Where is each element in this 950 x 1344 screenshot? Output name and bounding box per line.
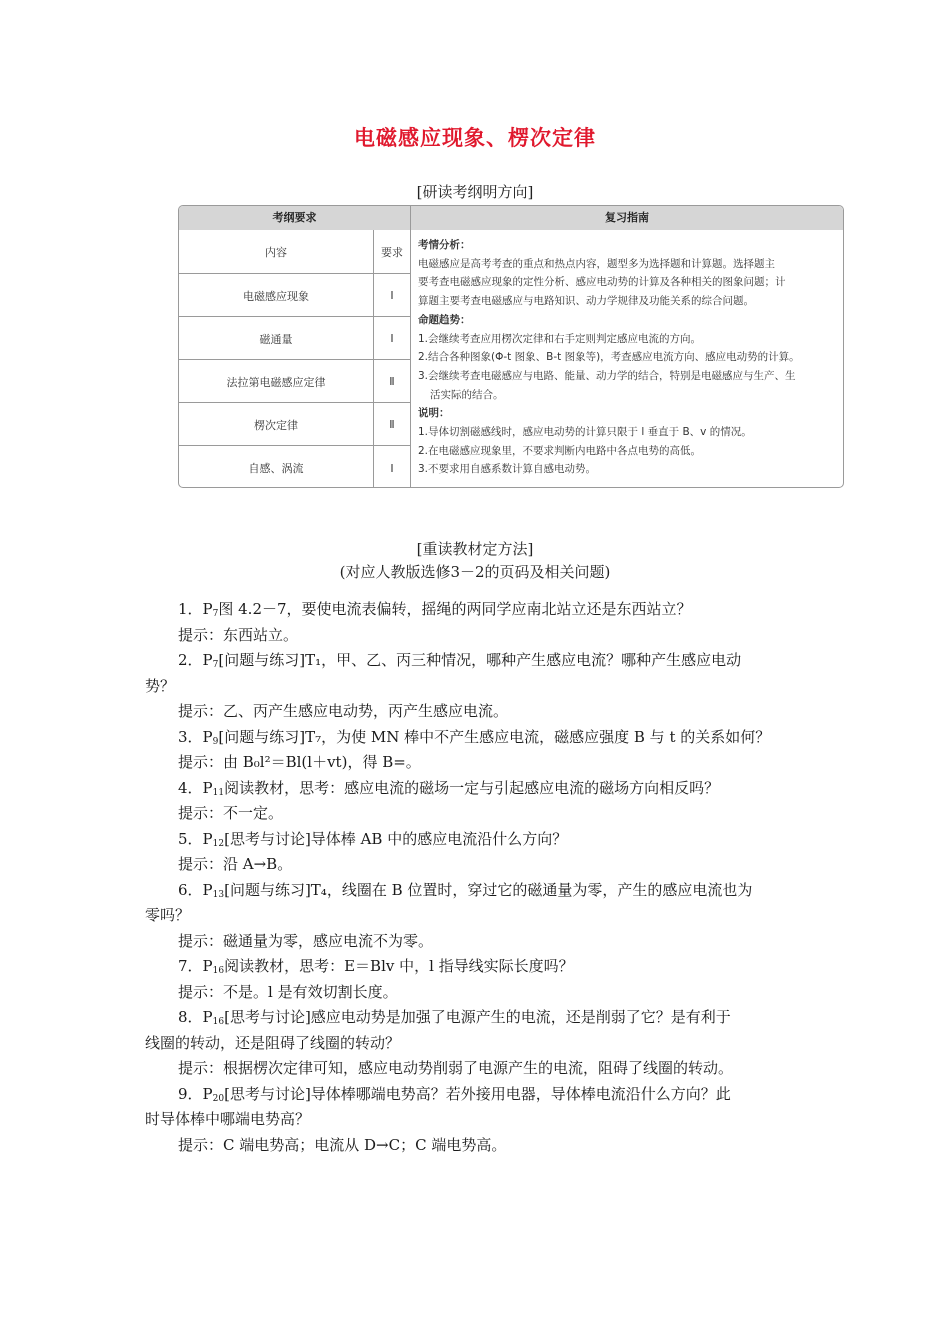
table-row [179,445,410,488]
trend-label: 命题趋势： [418,313,471,326]
section-heading-syllabus: [研读考纲明方向] [416,183,534,201]
question-2 [0,648,950,674]
page-subscript: 20 [212,1093,225,1104]
question-2-continued: 势？ [145,676,176,695]
row-req: Ⅰ [390,461,394,475]
question-7 [0,954,950,980]
answer-6: 提示：磁通量为零，感应电流不为零。 [178,931,434,950]
question-9-continued: 时导体棒中哪端电势高？ [145,1110,311,1128]
answer-4: 提示：不一定。 [178,804,284,822]
guide-line: 3.不要求用自感系数计算自感电动势。 [418,463,597,476]
guide-line: 1.会继续考查应用楞次定律和右手定则判定感应电流的方向。 [418,332,702,345]
question-3 [0,725,950,751]
question-text: [问题与练习]T₇，为使 MN 棒中不产生感应电流，磁感应强度 B 与 t 的关系如何？ [218,727,771,746]
guide-line: 电磁感应是高考考查的重点和热点内容，题型多为选择题和计算题。选择题主 [418,257,775,270]
question-6 [0,878,950,904]
guide-line: 3.会继续考查电磁感应与电路、能量、动力学的结合，特别是电磁感应与生产、生 [418,369,796,382]
question-text: [问题与练习]T₁，甲、乙、丙三种情况，哪种产生感应电流？哪种产生感应电动 [218,651,742,669]
note-label: 说明： [418,407,450,420]
col-content-label: 内容 [179,230,374,273]
question-text: 图 4.2－7，要使电流表偏转，摇绳的两同学应南北站立还是东西站立？ [218,600,692,618]
review-guide-content [418,236,837,479]
row-content: 自感、涡流 [179,446,374,488]
answer-5: 提示：沿 A→B。 [178,855,293,873]
question-9 [0,1082,950,1108]
question-number: 3．P [178,727,213,746]
question-number: 6．P [178,880,213,899]
question-1 [0,597,950,623]
table-row [179,359,410,403]
requirements-table [179,230,411,487]
page-subscript: 7 [212,609,219,619]
guide-line: 要考查电磁感应现象的定性分析、感应电动势的计算及各种相关的图象问题；计 [418,276,786,289]
section-subtitle: (对应人教版选修3－2的页码及相关问题) [339,563,611,581]
question-number: 5．P [178,829,213,848]
question-number: 4．P [178,778,213,797]
col-req-label: 要求 [381,245,403,259]
header-syllabus-requirements: 考纲要求 [179,206,411,230]
guide-line: 算题主要考查电磁感应与电路知识、动力学规律及功能关系的综合问题。 [418,295,754,308]
question-8 [0,1005,950,1031]
row-content: 楞次定律 [179,403,374,446]
table-header-row [179,230,410,273]
row-req: Ⅰ [390,332,394,345]
row-req: Ⅱ [389,375,395,388]
question-6-continued: 零吗？ [145,906,191,924]
analysis-label: 考情分析： [418,239,471,251]
syllabus-table [178,205,844,488]
question-5 [0,827,950,853]
row-content: 电磁感应现象 [179,274,374,317]
guide-line: 活实际的结合。 [430,388,504,401]
question-8-continued: 线圈的转动，还是阻碍了线圈的转动？ [145,1033,401,1052]
question-text: 阅读教材，思考：E＝Blv 中，l 指导线实际长度吗？ [224,957,574,975]
answer-8: 提示：根据楞次定律可知，感应电动势削弱了电源产生的电流，阻碍了线圈的转动。 [178,1059,734,1077]
guide-line: 1.导体切割磁感线时，感应电动势的计算只限于 l 垂直于 B、v 的情况。 [418,426,752,439]
question-number: 7．P [178,957,213,975]
answer-3: 提示：由 B₀l²＝Bl(l＋vt)，得 B=。 [178,753,421,771]
answer-7: 提示：不是。l 是有效切割长度。 [178,982,398,1001]
page-subscript: 7 [212,660,219,670]
guide-line: 2.结合各种图象(Φ-t 图象、B-t 图象等)，考查感应电流方向、感应电动势的计算。 [418,351,800,364]
question-text: 阅读教材，思考：感应电流的磁场一定与引起感应电流的磁场方向相反吗？ [224,778,720,797]
answer-9: 提示：C 端电势高；电流从 D→C；C 端电势高。 [178,1135,507,1154]
page-subscript: 16 [212,1017,225,1027]
row-req: Ⅱ [389,418,395,431]
qa-list [0,597,950,1158]
row-req: Ⅰ [390,289,394,302]
guide-line: 2.在电磁感应现象里，不要求判断内电路中各点电势的高低。 [418,444,702,457]
question-number: 1．P [178,600,213,618]
page-subscript: 12 [212,838,225,849]
question-number: 8．P [178,1008,213,1026]
table-row [179,402,410,446]
page-subscript: 16 [212,966,225,976]
question-number: 9．P [178,1084,213,1103]
table-row [179,273,410,317]
page-subscript: 9 [212,736,219,747]
page-subscript: 13 [212,889,225,900]
question-text: [思考与讨论]导体棒 AB 中的感应电流沿什么方向？ [224,829,568,848]
question-text: [思考与讨论]感应电动势是加强了电源产生的电流，还是削弱了它？是有利于 [224,1008,731,1026]
row-content: 磁通量 [179,317,374,360]
page-title: 电磁感应现象、楞次定律 [354,126,596,150]
question-text: [问题与练习]T₄，线圈在 B 位置时，穿过它的磁通量为零，产生的感应电流也为 [224,880,753,899]
question-number: 2．P [178,651,213,669]
answer-2: 提示：乙、丙产生感应电动势，丙产生感应电流。 [178,702,509,720]
answer-1: 提示：东西站立。 [178,625,299,644]
header-review-guide: 复习指南 [411,206,843,230]
table-row [179,316,410,360]
question-text: [思考与讨论]导体棒哪端电势高？若外接用电器，导体棒电流沿什么方向？此 [224,1084,731,1103]
row-content: 法拉第电磁感应定律 [179,360,374,403]
page-subscript: 11 [212,787,225,798]
section-heading-textbook: [重读教材定方法] [416,540,534,558]
question-4 [0,776,950,802]
